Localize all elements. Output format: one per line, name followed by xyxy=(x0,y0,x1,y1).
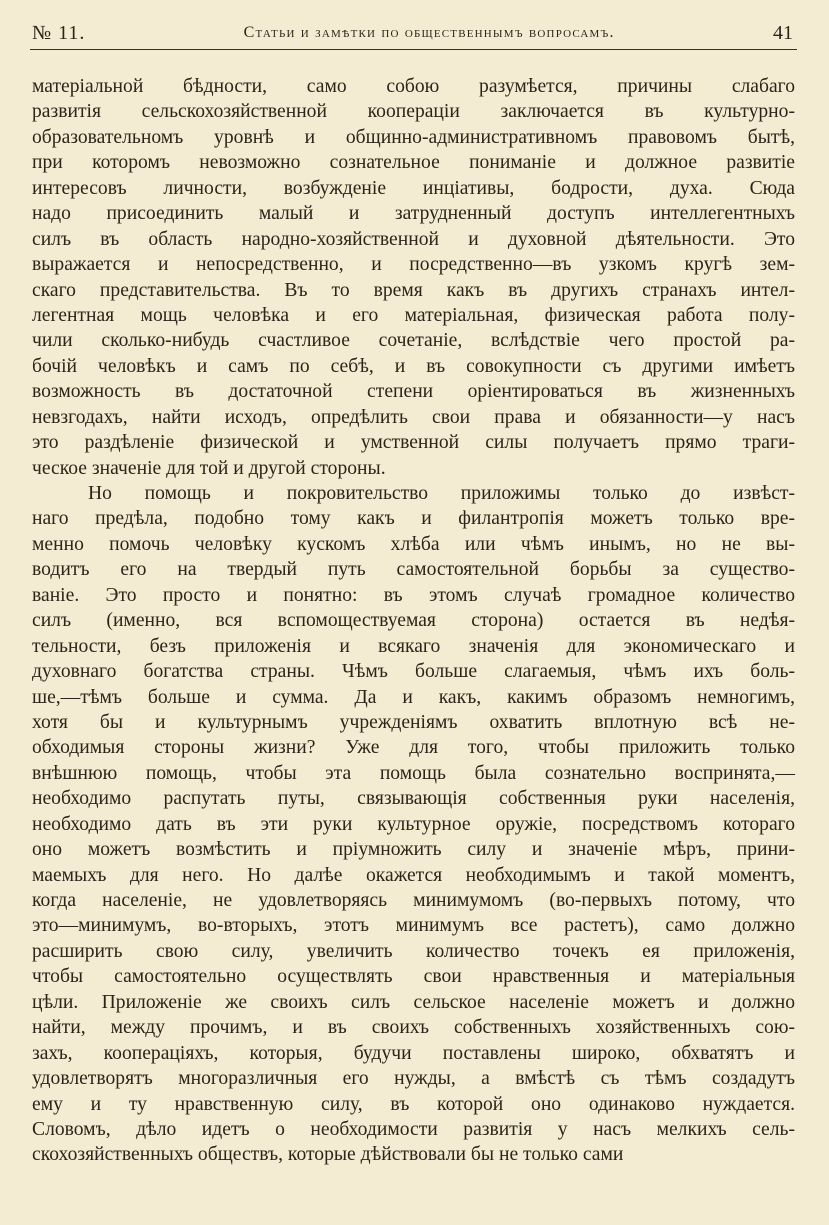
text-line: это—минимумъ, во-вторыхъ, этотъ минимумъ все растетъ), само должно xyxy=(32,915,795,937)
text-line: цѣли. Приложеніе же своихъ силъ сельское населеніе можетъ и должно xyxy=(32,991,795,1013)
text-line: развитія сельскохозяйственной коопераціи заключается въ культурно- xyxy=(32,101,795,123)
text-line: невзгодахъ, найти исходъ, опредѣлить свои права и обязанности—у насъ xyxy=(32,406,795,428)
text-line: когда населеніе, не удовлетворяясь минимумомъ (во-первыхъ потому, что xyxy=(32,890,795,911)
text-line: возможность въ достаточной степени оріентироваться въ жизненныхъ xyxy=(32,381,795,403)
text-line: образовательномъ уровнѣ и общинно-административномъ правовомъ бытѣ, xyxy=(32,126,795,148)
text-line: бочій человѣкъ и самъ по себѣ, и въ совокупности съ другими имѣетъ xyxy=(32,355,795,377)
text-line: силъ (именно, вся вспомоществуемая сторона) остается въ недѣя- xyxy=(32,610,795,632)
text-line: наго предѣла, подобно тому какъ и филантропія можетъ только вре- xyxy=(32,508,795,530)
text-line: хотя бы и культурнымъ учрежденіямъ охватить вплотную всѣ не- xyxy=(32,711,795,733)
text-line: скаго представительства. Въ то время какъ въ другихъ странахъ интел- xyxy=(32,279,795,301)
page-number: 41 xyxy=(772,21,793,44)
text-line: ческое значеніе для той и другой стороны. xyxy=(32,457,386,479)
text-line: оно можетъ возмѣстить и пріумножить силу и значеніе мѣръ, прини- xyxy=(32,839,795,861)
text-line: легентная мощь человѣка и его матеріальная, физическая работа полу- xyxy=(32,304,795,326)
text-line: маемыхъ для него. Но далѣе окажется необходимымъ и такой моментъ, xyxy=(32,864,795,886)
body-text xyxy=(32,74,795,1168)
text-line: удовлетворятъ многоразличныя его нужды, а вмѣстѣ съ тѣмъ создадутъ xyxy=(32,1068,795,1090)
text-line: матеріальной бѣдности, само собою разумѣется, причины слабаго xyxy=(32,76,795,97)
text-line: ему и ту нравственную силу, въ которой оно одинаково нуждается. xyxy=(32,1093,795,1115)
text-line: интересовъ личности, возбужденіе инціативы, бодрости, духа. Сюда xyxy=(32,177,795,199)
running-header xyxy=(32,18,793,48)
text-line: менно помочь человѣку кускомъ хлѣба или чѣмъ инымъ, но не вы- xyxy=(32,533,795,555)
text-line: скохозяйственныхъ обществъ, которые дѣйствовали бы не только сами xyxy=(32,1144,624,1166)
text-line: расширить свою силу, увеличить количество точекъ ея приложенія, xyxy=(32,940,795,962)
text-line: Но помощь и покровительство приложимы только до извѣст- xyxy=(88,483,795,504)
text-line: чтобы самостоятельно осуществлять свои нравственныя и матеріальныя xyxy=(32,966,795,988)
text-line: ваніе. Это просто и понятно: въ этомъ случаѣ громадное количество xyxy=(32,584,795,606)
text-line: силъ въ область народно-хозяйственной и духовной дѣятельности. Это xyxy=(32,228,795,250)
text-line: чили сколько-нибудь счастливое сочетаніе, вслѣдствіе чего простой ра- xyxy=(32,330,795,352)
header-rule xyxy=(30,49,797,50)
text-line: надо присоединить малый и затрудненный доступъ интеллегентныхъ xyxy=(32,203,795,225)
text-line: при которомъ невозможно сознательное пониманіе и должное развитіе xyxy=(32,152,795,174)
text-line: необходимо дать въ эти руки культурное оружіе, посредствомъ котораго xyxy=(32,813,795,835)
text-line: Словомъ, дѣло идетъ о необходимости развитія у насъ мелкихъ сель- xyxy=(32,1118,795,1140)
text-line: захъ, кооперацiяхъ, которыя, будучи поставлены широко, обхватятъ и xyxy=(32,1042,795,1064)
text-line: духовнаго богатства страны. Чѣмъ больше слагаемыя, чѣмъ ихъ боль- xyxy=(32,661,795,683)
text-line: необходимо распутать путы, связывающія собственныя руки населенія, xyxy=(32,788,795,810)
text-line: выражается и непосредственно, и посредственно—въ узкомъ кругѣ зем- xyxy=(32,254,795,276)
text-line: обходимыя стороны жизни? Уже для того, чтобы приложить только xyxy=(32,737,795,759)
text-line: внѣшнюю помощь, чтобы эта помощь была сознательно воспринята,— xyxy=(32,762,795,784)
text-line: водитъ его на твердый путь самостоятельной борьбы за существо- xyxy=(32,559,795,581)
running-title: Статьи и замѣтки по общественнымъ вопросамъ. xyxy=(243,24,615,41)
text-line: ше,—тѣмъ больше и сумма. Да и какъ, какимъ образомъ немногимъ, xyxy=(32,686,795,708)
text-line: найти, между прочимъ, и въ своихъ собственныхъ хозяйственныхъ сою- xyxy=(32,1017,795,1039)
text-line: тельности, безъ приложенія и всякаго значенія для экономическаго и xyxy=(32,635,795,657)
issue-number: № 11. xyxy=(32,21,86,44)
text-line: это раздѣленіе физической и умственной силы получаетъ прямо траги- xyxy=(32,432,795,454)
